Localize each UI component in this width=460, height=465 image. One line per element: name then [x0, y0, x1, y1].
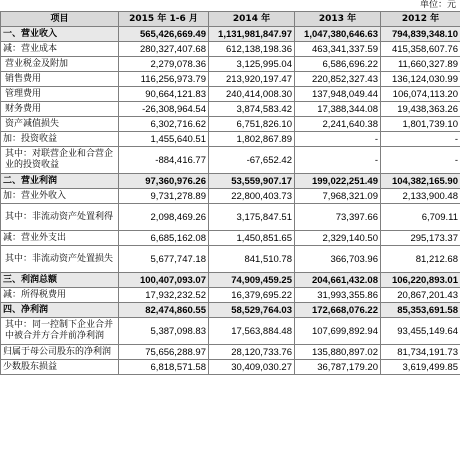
unit-label: 单位：元 — [419, 0, 456, 10]
row-value: 11,660,327.89 — [381, 57, 460, 72]
row-label: 其中：对联营企业和合营企业的投资收益 — [1, 147, 119, 174]
row-label: 减：营业外支出 — [1, 231, 119, 246]
row-value: 22,800,403.73 — [209, 189, 295, 204]
row-value: 6,586,696.22 — [295, 57, 381, 72]
row-value: - — [381, 132, 460, 147]
row-value: 107,699,892.94 — [295, 318, 381, 345]
row-value: 6,751,826.10 — [209, 117, 295, 132]
row-value: 213,920,197.47 — [209, 72, 295, 87]
row-value: 220,852,327.43 — [295, 72, 381, 87]
row-value: 7,968,321.09 — [295, 189, 381, 204]
table-row — [1, 273, 460, 288]
header-2013: 2013 年 — [295, 12, 381, 27]
table-row — [1, 102, 460, 117]
row-value: 565,426,669.49 — [119, 27, 209, 42]
row-value: 17,932,232.52 — [119, 288, 209, 303]
row-label: 加：投资收益 — [1, 132, 119, 147]
row-value: 5,677,747.18 — [119, 246, 209, 273]
row-value: 93,455,149.64 — [381, 318, 460, 345]
row-value: 16,379,695.22 — [209, 288, 295, 303]
row-value: 2,279,078.36 — [119, 57, 209, 72]
row-value: 136,124,030.99 — [381, 72, 460, 87]
row-value: 104,382,165.90 — [381, 174, 460, 189]
header-2014: 2014 年 — [209, 12, 295, 27]
row-value: 81,212.68 — [381, 246, 460, 273]
row-value: 19,438,363.26 — [381, 102, 460, 117]
row-value: 415,358,607.76 — [381, 42, 460, 57]
row-value: 2,133,900.48 — [381, 189, 460, 204]
table-row — [1, 42, 460, 57]
table-row — [1, 57, 460, 72]
row-value: 1,047,380,646.63 — [295, 27, 381, 42]
table-row — [1, 303, 460, 318]
row-value: -26,308,964.54 — [119, 102, 209, 117]
row-value: 106,074,113.20 — [381, 87, 460, 102]
row-value: 6,709.11 — [381, 204, 460, 231]
row-value: 1,455,640.51 — [119, 132, 209, 147]
row-value: 17,388,344.08 — [295, 102, 381, 117]
row-value: 137,948,049.44 — [295, 87, 381, 102]
row-value: 90,664,121.83 — [119, 87, 209, 102]
table-row — [1, 87, 460, 102]
row-label: 三、利润总额 — [1, 273, 119, 288]
row-value: - — [295, 147, 381, 174]
row-label: 二、营业利润 — [1, 174, 119, 189]
table-row — [1, 189, 460, 204]
row-value: 199,022,251.49 — [295, 174, 381, 189]
header-2015h1: 2015 年 1-6 月 — [119, 12, 209, 27]
table-row — [1, 288, 460, 303]
row-value: 1,131,981,847.97 — [209, 27, 295, 42]
table-row — [1, 360, 460, 375]
row-value: 2,098,469.26 — [119, 204, 209, 231]
row-value: 280,327,407.68 — [119, 42, 209, 57]
row-label: 管理费用 — [1, 87, 119, 102]
table-row — [1, 132, 460, 147]
row-value: 135,880,897.02 — [295, 345, 381, 360]
header-2012: 2012 年 — [381, 12, 460, 27]
table-header-row — [1, 12, 460, 27]
table-row — [1, 318, 460, 345]
row-label: 加：营业外收入 — [1, 189, 119, 204]
row-value: 2,241,640.38 — [295, 117, 381, 132]
row-value: 17,563,884.48 — [209, 318, 295, 345]
row-value: 100,407,093.07 — [119, 273, 209, 288]
row-value: 841,510.78 — [209, 246, 295, 273]
row-value: 30,409,030.27 — [209, 360, 295, 375]
income-statement-table — [0, 11, 460, 375]
row-value: 172,668,076.22 — [295, 303, 381, 318]
row-value: 6,302,716.62 — [119, 117, 209, 132]
row-value: 1,801,739.10 — [381, 117, 460, 132]
table-row — [1, 117, 460, 132]
table-row — [1, 174, 460, 189]
table-row — [1, 27, 460, 42]
row-value: 3,125,995.04 — [209, 57, 295, 72]
row-label: 减：所得税费用 — [1, 288, 119, 303]
row-value: - — [381, 147, 460, 174]
table-row — [1, 204, 460, 231]
row-value: 5,387,098.83 — [119, 318, 209, 345]
row-value: - — [295, 132, 381, 147]
row-value: 612,138,198.36 — [209, 42, 295, 57]
row-value: 463,341,337.59 — [295, 42, 381, 57]
row-value: 75,656,288.97 — [119, 345, 209, 360]
row-label: 财务费用 — [1, 102, 119, 117]
table-row — [1, 72, 460, 87]
row-value: 73,397.66 — [295, 204, 381, 231]
row-label: 营业税金及附加 — [1, 57, 119, 72]
row-value: 295,173.37 — [381, 231, 460, 246]
row-value: 85,353,691.58 — [381, 303, 460, 318]
row-value: -884,416.77 — [119, 147, 209, 174]
row-value: 240,414,008.30 — [209, 87, 295, 102]
row-label: 其中：非流动资产处置利得 — [1, 204, 119, 231]
row-label: 归属于母公司股东的净利润 — [1, 345, 119, 360]
row-value: 116,256,973.79 — [119, 72, 209, 87]
row-label: 销售费用 — [1, 72, 119, 87]
row-value: 82,474,860.55 — [119, 303, 209, 318]
row-value: 366,703.96 — [295, 246, 381, 273]
row-value: 3,175,847.51 — [209, 204, 295, 231]
row-value: 6,818,571.58 — [119, 360, 209, 375]
row-value: -67,652.42 — [209, 147, 295, 174]
row-label: 其中：同一控制下企业合并中被合并方合并前净利润 — [1, 318, 119, 345]
row-value: 58,529,764.03 — [209, 303, 295, 318]
row-value: 31,993,355.86 — [295, 288, 381, 303]
row-label: 四、净利润 — [1, 303, 119, 318]
row-label: 少数股东损益 — [1, 360, 119, 375]
row-value: 3,619,499.85 — [381, 360, 460, 375]
row-value: 20,867,201.43 — [381, 288, 460, 303]
row-value: 3,874,583.42 — [209, 102, 295, 117]
row-value: 1,802,867.89 — [209, 132, 295, 147]
row-value: 106,220,893.01 — [381, 273, 460, 288]
row-value: 6,685,162.08 — [119, 231, 209, 246]
table-row — [1, 147, 460, 174]
row-value: 204,661,432.08 — [295, 273, 381, 288]
header-item: 项目 — [1, 12, 119, 27]
row-value: 97,360,976.26 — [119, 174, 209, 189]
table-row — [1, 231, 460, 246]
table-row — [1, 246, 460, 273]
row-value: 1,450,851.65 — [209, 231, 295, 246]
row-value: 794,839,348.10 — [381, 27, 460, 42]
row-value: 28,120,733.76 — [209, 345, 295, 360]
row-value: 36,787,179.20 — [295, 360, 381, 375]
row-value: 53,559,907.17 — [209, 174, 295, 189]
table-row — [1, 345, 460, 360]
row-label: 一、营业收入 — [1, 27, 119, 42]
row-value: 9,731,278.89 — [119, 189, 209, 204]
row-label: 资产减值损失 — [1, 117, 119, 132]
row-value: 2,329,140.50 — [295, 231, 381, 246]
row-label: 减：营业成本 — [1, 42, 119, 57]
row-label: 其中：非流动资产处置损失 — [1, 246, 119, 273]
table-body — [1, 27, 460, 375]
row-value: 74,909,459.25 — [209, 273, 295, 288]
row-value: 81,734,191.73 — [381, 345, 460, 360]
